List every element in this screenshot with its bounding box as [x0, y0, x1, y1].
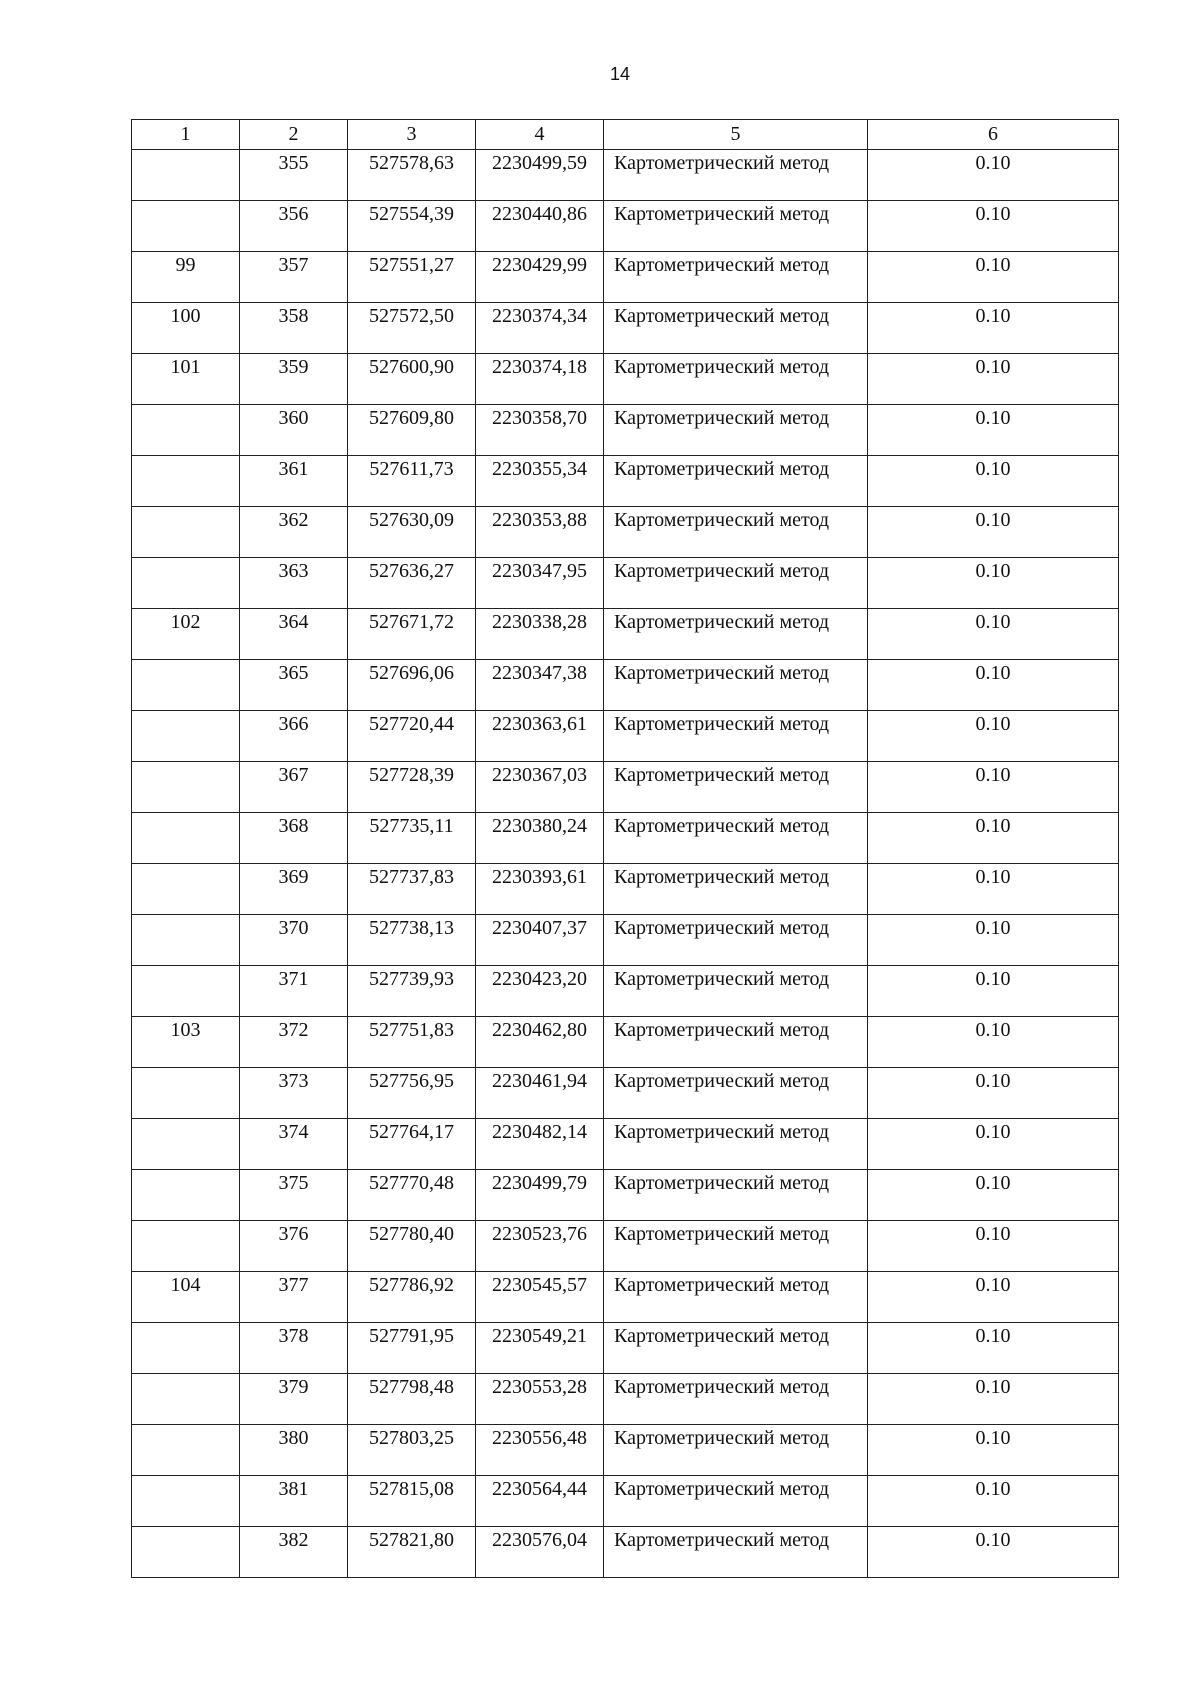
x-coordinate-cell: 527770,48 — [348, 1170, 476, 1221]
point-number-cell: 377 — [240, 1272, 348, 1323]
column-header: 2 — [240, 120, 348, 150]
table-row — [132, 1476, 1119, 1527]
method-cell: Картометрический метод — [604, 507, 868, 558]
contour-number-cell — [132, 1374, 240, 1425]
accuracy-cell: 0.10 — [868, 1272, 1119, 1323]
method-cell: Картометрический метод — [604, 1119, 868, 1170]
point-number-cell: 365 — [240, 660, 348, 711]
point-number-cell: 358 — [240, 303, 348, 354]
table-row — [132, 558, 1119, 609]
method-cell: Картометрический метод — [604, 252, 868, 303]
point-number-cell: 355 — [240, 150, 348, 201]
table-row — [132, 915, 1119, 966]
table-body — [132, 120, 1119, 1578]
point-number-cell: 371 — [240, 966, 348, 1017]
contour-number-cell — [132, 1068, 240, 1119]
y-coordinate-cell: 2230576,04 — [476, 1527, 604, 1578]
table-row — [132, 1068, 1119, 1119]
contour-number-cell — [132, 762, 240, 813]
contour-number-cell: 100 — [132, 303, 240, 354]
accuracy-cell: 0.10 — [868, 1323, 1119, 1374]
accuracy-cell: 0.10 — [868, 1374, 1119, 1425]
y-coordinate-cell: 2230462,80 — [476, 1017, 604, 1068]
method-cell: Картометрический метод — [604, 813, 868, 864]
accuracy-cell: 0.10 — [868, 507, 1119, 558]
contour-number-cell — [132, 1323, 240, 1374]
x-coordinate-cell: 527735,11 — [348, 813, 476, 864]
contour-number-cell — [132, 1476, 240, 1527]
method-cell: Картометрический метод — [604, 303, 868, 354]
contour-number-cell — [132, 405, 240, 456]
method-cell: Картометрический метод — [604, 762, 868, 813]
table-row — [132, 1374, 1119, 1425]
x-coordinate-cell: 527696,06 — [348, 660, 476, 711]
y-coordinate-cell: 2230461,94 — [476, 1068, 604, 1119]
y-coordinate-cell: 2230347,38 — [476, 660, 604, 711]
method-cell: Картометрический метод — [604, 1170, 868, 1221]
table-row — [132, 966, 1119, 1017]
point-number-cell: 375 — [240, 1170, 348, 1221]
method-cell: Картометрический метод — [604, 201, 868, 252]
x-coordinate-cell: 527815,08 — [348, 1476, 476, 1527]
accuracy-cell: 0.10 — [868, 354, 1119, 405]
y-coordinate-cell: 2230363,61 — [476, 711, 604, 762]
contour-number-cell: 103 — [132, 1017, 240, 1068]
method-cell: Картометрический метод — [604, 1068, 868, 1119]
x-coordinate-cell: 527554,39 — [348, 201, 476, 252]
accuracy-cell: 0.10 — [868, 762, 1119, 813]
contour-number-cell — [132, 558, 240, 609]
accuracy-cell: 0.10 — [868, 1476, 1119, 1527]
method-cell: Картометрический метод — [604, 1425, 868, 1476]
point-number-cell: 380 — [240, 1425, 348, 1476]
accuracy-cell: 0.10 — [868, 1017, 1119, 1068]
point-number-cell: 356 — [240, 201, 348, 252]
method-cell: Картометрический метод — [604, 405, 868, 456]
table-row — [132, 1323, 1119, 1374]
y-coordinate-cell: 2230423,20 — [476, 966, 604, 1017]
column-header: 3 — [348, 120, 476, 150]
x-coordinate-cell: 527600,90 — [348, 354, 476, 405]
accuracy-cell: 0.10 — [868, 150, 1119, 201]
point-number-cell: 361 — [240, 456, 348, 507]
table-row — [132, 201, 1119, 252]
accuracy-cell: 0.10 — [868, 1119, 1119, 1170]
contour-number-cell — [132, 507, 240, 558]
contour-number-cell — [132, 150, 240, 201]
table-row — [132, 711, 1119, 762]
point-number-cell: 362 — [240, 507, 348, 558]
accuracy-cell: 0.10 — [868, 1425, 1119, 1476]
method-cell: Картометрический метод — [604, 711, 868, 762]
x-coordinate-cell: 527798,48 — [348, 1374, 476, 1425]
contour-number-cell — [132, 966, 240, 1017]
accuracy-cell: 0.10 — [868, 201, 1119, 252]
accuracy-cell: 0.10 — [868, 456, 1119, 507]
contour-number-cell: 99 — [132, 252, 240, 303]
x-coordinate-cell: 527780,40 — [348, 1221, 476, 1272]
table-row — [132, 762, 1119, 813]
point-number-cell: 378 — [240, 1323, 348, 1374]
point-number-cell: 370 — [240, 915, 348, 966]
table-row — [132, 1170, 1119, 1221]
method-cell: Картометрический метод — [604, 1221, 868, 1272]
method-cell: Картометрический метод — [604, 1272, 868, 1323]
column-header: 4 — [476, 120, 604, 150]
x-coordinate-cell: 527786,92 — [348, 1272, 476, 1323]
point-number-cell: 379 — [240, 1374, 348, 1425]
y-coordinate-cell: 2230429,99 — [476, 252, 604, 303]
accuracy-cell: 0.10 — [868, 609, 1119, 660]
accuracy-cell: 0.10 — [868, 558, 1119, 609]
contour-number-cell — [132, 813, 240, 864]
table-header-row — [132, 120, 1119, 150]
accuracy-cell: 0.10 — [868, 966, 1119, 1017]
point-number-cell: 372 — [240, 1017, 348, 1068]
x-coordinate-cell: 527756,95 — [348, 1068, 476, 1119]
column-header: 5 — [604, 120, 868, 150]
contour-number-cell — [132, 201, 240, 252]
table-row — [132, 1425, 1119, 1476]
contour-number-cell — [132, 864, 240, 915]
table-row — [132, 864, 1119, 915]
accuracy-cell: 0.10 — [868, 1221, 1119, 1272]
y-coordinate-cell: 2230553,28 — [476, 1374, 604, 1425]
x-coordinate-cell: 527636,27 — [348, 558, 476, 609]
x-coordinate-cell: 527551,27 — [348, 252, 476, 303]
column-header: 6 — [868, 120, 1119, 150]
point-number-cell: 376 — [240, 1221, 348, 1272]
x-coordinate-cell: 527803,25 — [348, 1425, 476, 1476]
contour-number-cell: 101 — [132, 354, 240, 405]
method-cell: Картометрический метод — [604, 660, 868, 711]
column-header: 1 — [132, 120, 240, 150]
y-coordinate-cell: 2230556,48 — [476, 1425, 604, 1476]
x-coordinate-cell: 527791,95 — [348, 1323, 476, 1374]
table-row — [132, 150, 1119, 201]
table-row — [132, 660, 1119, 711]
y-coordinate-cell: 2230338,28 — [476, 609, 604, 660]
x-coordinate-cell: 527739,93 — [348, 966, 476, 1017]
x-coordinate-cell: 527611,73 — [348, 456, 476, 507]
y-coordinate-cell: 2230367,03 — [476, 762, 604, 813]
contour-number-cell — [132, 1527, 240, 1578]
x-coordinate-cell: 527720,44 — [348, 711, 476, 762]
accuracy-cell: 0.10 — [868, 1527, 1119, 1578]
point-number-cell: 363 — [240, 558, 348, 609]
y-coordinate-cell: 2230482,14 — [476, 1119, 604, 1170]
x-coordinate-cell: 527728,39 — [348, 762, 476, 813]
contour-number-cell — [132, 456, 240, 507]
y-coordinate-cell: 2230380,24 — [476, 813, 604, 864]
point-number-cell: 382 — [240, 1527, 348, 1578]
accuracy-cell: 0.10 — [868, 864, 1119, 915]
method-cell: Картометрический метод — [604, 864, 868, 915]
accuracy-cell: 0.10 — [868, 1068, 1119, 1119]
table-row — [132, 507, 1119, 558]
y-coordinate-cell: 2230499,59 — [476, 150, 604, 201]
method-cell: Картометрический метод — [604, 150, 868, 201]
method-cell: Картометрический метод — [604, 456, 868, 507]
method-cell: Картометрический метод — [604, 1476, 868, 1527]
x-coordinate-cell: 527572,50 — [348, 303, 476, 354]
y-coordinate-cell: 2230440,86 — [476, 201, 604, 252]
table-row — [132, 1272, 1119, 1323]
table-row — [132, 1527, 1119, 1578]
coordinates-table — [131, 119, 1119, 1578]
contour-number-cell — [132, 1425, 240, 1476]
point-number-cell: 359 — [240, 354, 348, 405]
y-coordinate-cell: 2230549,21 — [476, 1323, 604, 1374]
accuracy-cell: 0.10 — [868, 660, 1119, 711]
contour-number-cell: 104 — [132, 1272, 240, 1323]
x-coordinate-cell: 527764,17 — [348, 1119, 476, 1170]
table-row — [132, 609, 1119, 660]
accuracy-cell: 0.10 — [868, 303, 1119, 354]
table-row — [132, 456, 1119, 507]
y-coordinate-cell: 2230545,57 — [476, 1272, 604, 1323]
point-number-cell: 373 — [240, 1068, 348, 1119]
method-cell: Картометрический метод — [604, 966, 868, 1017]
y-coordinate-cell: 2230347,95 — [476, 558, 604, 609]
table-row — [132, 1017, 1119, 1068]
y-coordinate-cell: 2230358,70 — [476, 405, 604, 456]
y-coordinate-cell: 2230374,18 — [476, 354, 604, 405]
y-coordinate-cell: 2230564,44 — [476, 1476, 604, 1527]
method-cell: Картометрический метод — [604, 1374, 868, 1425]
contour-number-cell — [132, 1170, 240, 1221]
page-number: 14 — [609, 64, 631, 84]
point-number-cell: 357 — [240, 252, 348, 303]
table-row — [132, 813, 1119, 864]
point-number-cell: 381 — [240, 1476, 348, 1527]
contour-number-cell — [132, 1119, 240, 1170]
x-coordinate-cell: 527609,80 — [348, 405, 476, 456]
y-coordinate-cell: 2230407,37 — [476, 915, 604, 966]
contour-number-cell — [132, 660, 240, 711]
y-coordinate-cell: 2230523,76 — [476, 1221, 604, 1272]
x-coordinate-cell: 527578,63 — [348, 150, 476, 201]
y-coordinate-cell: 2230393,61 — [476, 864, 604, 915]
point-number-cell: 368 — [240, 813, 348, 864]
table-row — [132, 1119, 1119, 1170]
contour-number-cell — [132, 915, 240, 966]
point-number-cell: 360 — [240, 405, 348, 456]
method-cell: Картометрический метод — [604, 1323, 868, 1374]
method-cell: Картометрический метод — [604, 354, 868, 405]
x-coordinate-cell: 527630,09 — [348, 507, 476, 558]
contour-number-cell — [132, 711, 240, 762]
method-cell: Картометрический метод — [604, 558, 868, 609]
point-number-cell: 369 — [240, 864, 348, 915]
point-number-cell: 374 — [240, 1119, 348, 1170]
point-number-cell: 364 — [240, 609, 348, 660]
table-row — [132, 405, 1119, 456]
accuracy-cell: 0.10 — [868, 252, 1119, 303]
accuracy-cell: 0.10 — [868, 405, 1119, 456]
x-coordinate-cell: 527751,83 — [348, 1017, 476, 1068]
method-cell: Картометрический метод — [604, 1527, 868, 1578]
y-coordinate-cell: 2230374,34 — [476, 303, 604, 354]
y-coordinate-cell: 2230353,88 — [476, 507, 604, 558]
table-row — [132, 303, 1119, 354]
accuracy-cell: 0.10 — [868, 1170, 1119, 1221]
point-number-cell: 366 — [240, 711, 348, 762]
x-coordinate-cell: 527737,83 — [348, 864, 476, 915]
contour-number-cell — [132, 1221, 240, 1272]
x-coordinate-cell: 527738,13 — [348, 915, 476, 966]
accuracy-cell: 0.10 — [868, 813, 1119, 864]
table-row — [132, 354, 1119, 405]
x-coordinate-cell: 527821,80 — [348, 1527, 476, 1578]
accuracy-cell: 0.10 — [868, 711, 1119, 762]
contour-number-cell: 102 — [132, 609, 240, 660]
x-coordinate-cell: 527671,72 — [348, 609, 476, 660]
method-cell: Картометрический метод — [604, 1017, 868, 1068]
y-coordinate-cell: 2230499,79 — [476, 1170, 604, 1221]
table-row — [132, 252, 1119, 303]
accuracy-cell: 0.10 — [868, 915, 1119, 966]
table-row — [132, 1221, 1119, 1272]
method-cell: Картометрический метод — [604, 915, 868, 966]
method-cell: Картометрический метод — [604, 609, 868, 660]
point-number-cell: 367 — [240, 762, 348, 813]
y-coordinate-cell: 2230355,34 — [476, 456, 604, 507]
